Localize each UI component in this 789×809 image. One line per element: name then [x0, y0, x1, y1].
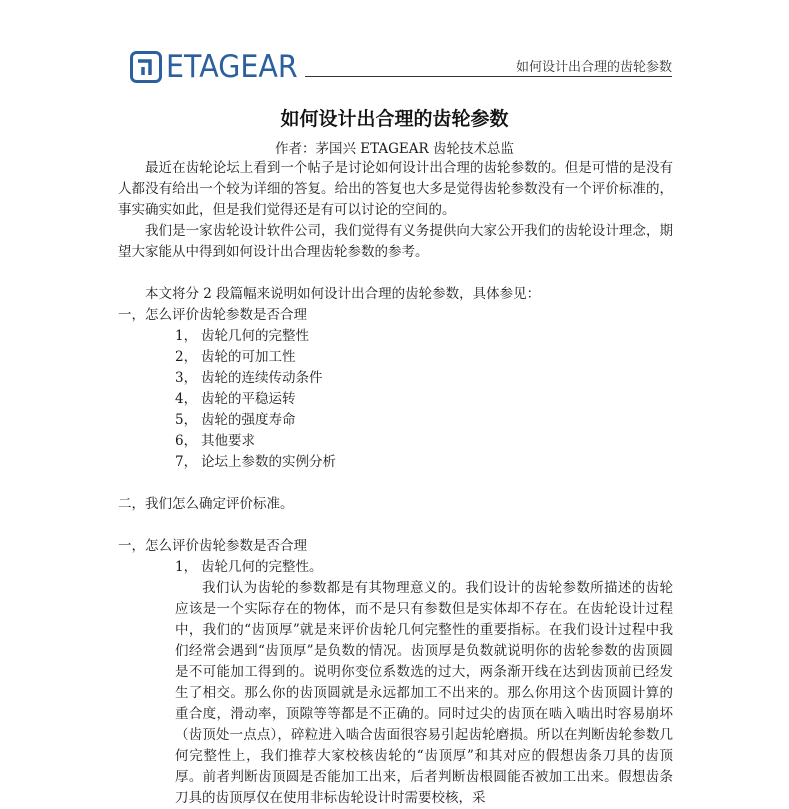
document-body — [118, 158, 673, 809]
section-1-heading: 一，怎么评价齿轮参数是否合理 — [118, 307, 307, 323]
intro-paragraph-2: 我们是一家齿轮设计软件公司，我们觉得有义务提供向大家公开我们的齿轮设计理念，期望大家能从中得到如何设计出合理齿轮参数的参考。 — [118, 223, 673, 260]
author-line: 作者：茅国兴 ETAGEAR 齿轮技术总监 — [274, 141, 514, 157]
spacer — [118, 473, 673, 494]
list-item: 6， 其他要求 — [175, 433, 255, 449]
list-item: 1， 齿轮几何的完整性 — [175, 328, 309, 344]
detail-block — [118, 578, 673, 809]
list-item: 5， 齿轮的强度寿命 — [175, 412, 296, 428]
outline-intro: 本文将分 2 段篇幅来说明如何设计出合理的齿轮参数，具体参见： — [145, 286, 541, 302]
etagear-logo-icon — [130, 51, 162, 83]
etagear-logo — [130, 48, 298, 86]
page-header — [0, 0, 789, 90]
list-item: 7， 论坛上参数的实例分析 — [175, 454, 336, 470]
list-item: 4， 齿轮的平稳运转 — [175, 391, 296, 407]
running-title: 如何设计出合理的齿轮参数 — [515, 60, 672, 75]
document-title: 如何设计出合理的齿轮参数 — [280, 108, 509, 130]
detail-paragraph: 我们认为齿轮的参数都是有其物理意义的。我们设计的齿轮参数所描述的齿轮应该是一个实际存在的物体，而不是只有参数但是实体却不存在。在齿轮设计过程中，我们的“齿顶厚”就是来评价齿轮几何完整性的重要指标。在我们设计过程中我们经常会遇到“齿顶厚”是负数的情况。齿顶厚是负数就说明你的齿轮参数的齿顶圆是不可能加工得到的。说明你变位系数选的过大，两条渐开线在达到齿顶前已经发生了相交。那么你的齿顶圆就是永远都加工不出来的。那么你用这个齿顶圆计算的重合度，滑动率，顶隙等等都是不正确的。同时过尖的齿顶在啮入啮出时容易崩坏（齿顶处一点点），碎粒进入啮合齿面很容易引起齿轮磨损。所以在判断齿轮参数几何完整性上，我们推荐大家校核齿轮的“齿顶厚”和其对应的假想齿条刀具的齿顶厚。前者判断齿顶圆是否能加工出来，后者判断齿根圆能否被加工出来。假想齿条刀具的齿顶厚仅在使用非标齿轮设计时需要校核，采 — [175, 580, 673, 806]
spacer — [118, 263, 673, 284]
section-1-list — [118, 326, 673, 473]
spacer — [118, 515, 673, 536]
logo-wordmark: ETAGEAR — [166, 49, 298, 85]
list-item: 3， 齿轮的连续传动条件 — [175, 370, 323, 386]
intro-paragraph-1: 最近在齿轮论坛上看到一个帖子是讨论如何设计出合理的齿轮参数的。但是可惜的是没有人都没有给出一个较为详细的答复。给出的答复也大多是觉得齿轮参数没有一个评价标准的，事实确实如此，但是我们觉得还是有可以讨论的空间的。 — [118, 160, 673, 218]
detail-section-heading: 一，怎么评价齿轮参数是否合理 — [118, 538, 307, 554]
list-item: 2， 齿轮的可加工性 — [175, 349, 296, 365]
section-2-heading: 二，我们怎么确定评价标准。 — [118, 496, 294, 512]
detail-subheading: 1， 齿轮几何的完整性。 — [175, 559, 323, 575]
header-rule — [305, 76, 672, 77]
